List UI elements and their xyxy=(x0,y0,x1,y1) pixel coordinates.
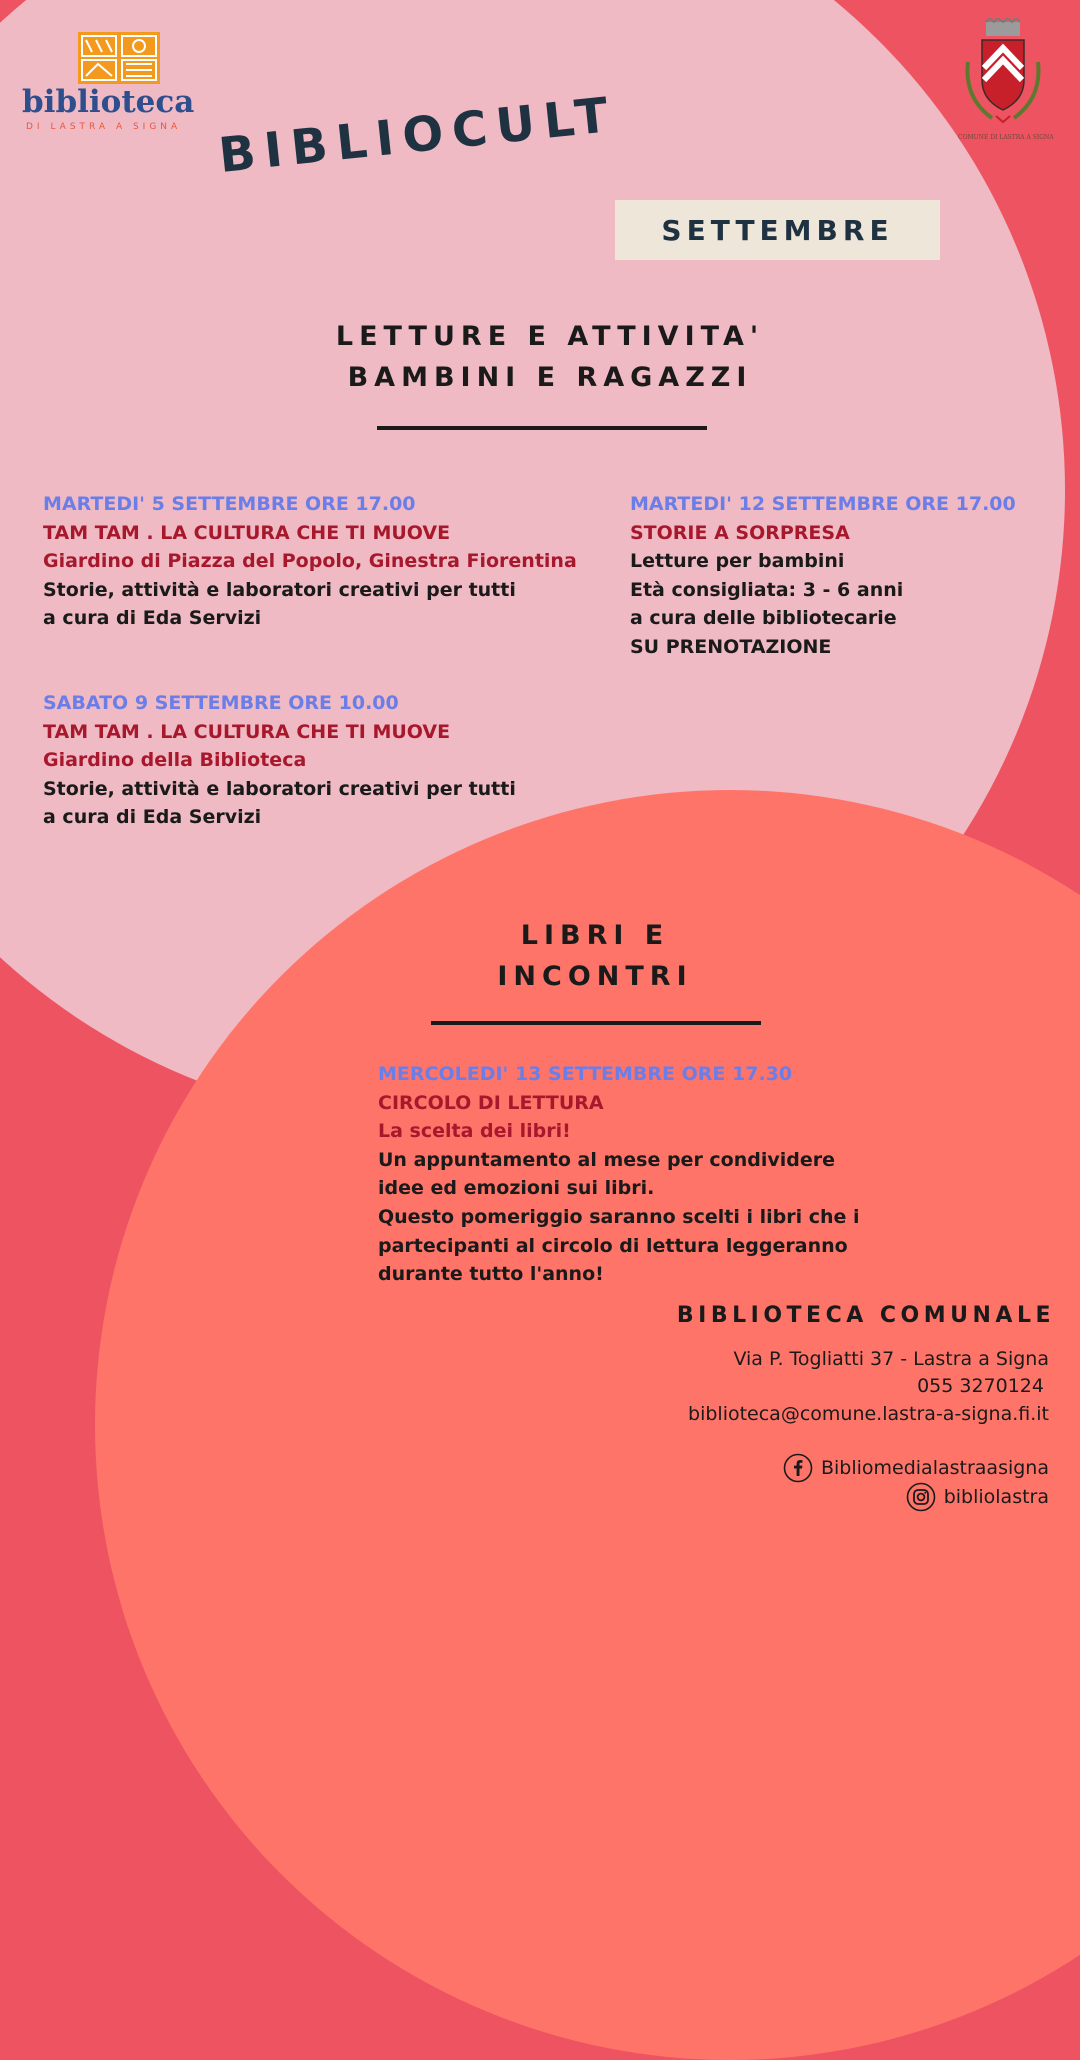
instagram-link[interactable] xyxy=(906,1482,1049,1512)
month-label: SETTEMBRE xyxy=(661,213,894,247)
municipality-crest xyxy=(958,18,1054,146)
facebook-icon xyxy=(783,1453,813,1483)
contact-email[interactable]: biblioteca@comune.lastra-a-signa.fi.it xyxy=(688,1403,1049,1425)
section-heading-books xyxy=(460,915,730,997)
event-description-line: Questo pomeriggio saranno scelti i libri che i xyxy=(378,1205,860,1228)
event-card xyxy=(43,490,577,633)
event-card xyxy=(630,490,1016,662)
event-description: Storie, attività e laboratori creativi per tutti xyxy=(43,777,516,800)
crest-shield-icon xyxy=(958,18,1048,130)
event-title: STORIE A SORPRESA xyxy=(630,521,850,544)
month-badge xyxy=(615,200,940,260)
event-booking-note: SU PRENOTAZIONE xyxy=(630,635,832,658)
page-title: BIBLIOCULT xyxy=(216,86,620,184)
event-card xyxy=(378,1060,860,1289)
section-divider xyxy=(377,426,707,430)
library-logo xyxy=(22,32,197,137)
event-date: SABATO 9 SETTEMBRE ORE 10.00 xyxy=(43,692,399,714)
instagram-handle: bibliolastra xyxy=(943,1486,1049,1508)
section-heading-line: INCONTRI xyxy=(497,961,693,992)
contact-phone[interactable]: 055 3270124 xyxy=(917,1375,1044,1397)
event-description-line: idee ed emozioni sui libri. xyxy=(378,1177,655,1200)
crest-label: COMUNE DI LASTRA A SIGNA xyxy=(958,134,1054,141)
event-description: Storie, attività e laboratori creativi per tutti xyxy=(43,578,516,601)
event-organizer: a cura di Eda Servizi xyxy=(43,607,262,630)
event-description-line: partecipanti al circolo di lettura leggeranno xyxy=(378,1234,848,1257)
event-organizer: a cura di Eda Servizi xyxy=(43,806,262,829)
event-age: Età consigliata: 3 - 6 anni xyxy=(630,578,904,601)
facebook-link[interactable] xyxy=(783,1453,1049,1483)
event-title: CIRCOLO DI LETTURA xyxy=(378,1091,604,1114)
event-place: Giardino di Piazza del Popolo, Ginestra Fiorentina xyxy=(43,550,577,573)
event-description: Letture per bambini xyxy=(630,550,845,573)
event-card xyxy=(43,689,516,832)
event-description-line: durante tutto l'anno! xyxy=(378,1263,604,1286)
section-heading-children xyxy=(330,316,770,398)
contact-address: Via P. Togliatti 37 - Lastra a Signa xyxy=(733,1348,1049,1370)
event-organizer: a cura delle bibliotecarie xyxy=(630,607,897,630)
library-logo-subtitle: DI LASTRA A SIGNA xyxy=(26,122,182,132)
library-logo-wordmark: biblioteca xyxy=(22,84,195,120)
library-logo-mark xyxy=(78,32,160,84)
event-date: MARTEDI' 12 SETTEMBRE ORE 17.00 xyxy=(630,493,1016,515)
section-heading-line: LETTURE E ATTIVITA' xyxy=(335,321,765,352)
facebook-handle: Bibliomedialastraasigna xyxy=(820,1457,1049,1479)
event-subtitle: La scelta dei libri! xyxy=(378,1120,571,1143)
event-date: MARTEDI' 5 SETTEMBRE ORE 17.00 xyxy=(43,493,416,515)
event-description-line: Un appuntamento al mese per condividere xyxy=(378,1148,836,1171)
event-place: Giardino della Biblioteca xyxy=(43,749,307,772)
event-title: TAM TAM . LA CULTURA CHE TI MUOVE xyxy=(43,521,451,544)
contact-title: BIBLIOTECA COMUNALE xyxy=(676,1303,1055,1328)
event-title: TAM TAM . LA CULTURA CHE TI MUOVE xyxy=(43,720,451,743)
section-divider xyxy=(431,1021,761,1025)
instagram-icon xyxy=(906,1482,936,1512)
section-heading-line: LIBRI E xyxy=(520,920,670,951)
section-heading-line: BAMBINI E RAGAZZI xyxy=(347,362,753,393)
event-date: MERCOLEDI' 13 SETTEMBRE ORE 17.30 xyxy=(378,1063,793,1085)
